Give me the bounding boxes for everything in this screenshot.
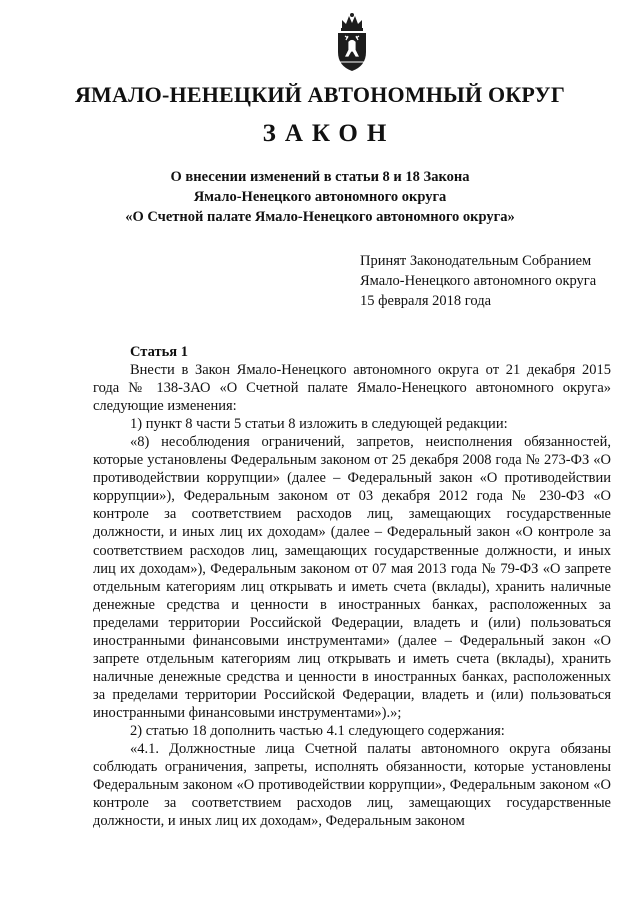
subject-line: Ямало-Ненецкого автономного округа	[193, 189, 447, 205]
paragraph: «8) несоблюдения ограничений, запретов, неисполнения обязанностей, которые установлены Федеральным законом от 25 декабря 2008 года № 273-ФЗ «О противодействии коррупции» (далее – Федеральный закон «О противодействии коррупции»), Федеральным законом от 03 декабря 2012 года № 230-ФЗ «О контроле за соответствием расходов лиц, замещающих государственные должности, и иных лиц их доходам» (далее – Федеральный закон «О контроле за соответствием расходов лиц, замещающих государственные должности, и иных лиц их доходам»), Федеральным законом от 07 мая 2013 года № 79-ФЗ «О запрете отдельным категориям лиц открывать и иметь счета (вклады), хранить наличные денежные средства и ценности в иностранных банках, расположенных за пределами территории Российской Федерации, владеть и (или) пользоваться иностранными финансовыми инструментами» (далее – Федеральный закон «О запрете отдельным категориям лиц открывать и иметь счета (вклады), хранить наличные денежные средства и ценности в иностранных банках, расположенных за пределами территории Российской Федерации, владеть и (или) пользоваться иностранными финансовыми инструментами»).»;	[93, 434, 611, 721]
paragraph: 1) пункт 8 части 5 статьи 8 изложить в следующей редакции:	[130, 416, 508, 433]
paragraph: Внести в Закон Ямало-Ненецкого автономного округа от 21 декабря 2015 года № 138-ЗАО «О Счетной палате Ямало-Ненецкого автономного округа» следующие изменения:	[93, 362, 611, 415]
paragraph: 2) статью 18 дополнить частью 4.1 следующего содержания:	[130, 722, 505, 739]
adoption-line: Принят Законодательным Собранием	[360, 253, 592, 269]
coat-of-arms-icon	[334, 12, 370, 72]
adoption-note	[360, 251, 596, 311]
paragraph: «4.1. Должностные лица Счетной палаты автономного округа обязаны соблюдать ограничения, запреты, исполнять обязанности, которые установлены Федеральным законом «О противодействии коррупции», Федеральным законом «О контроле за соответствием расходов лиц, замещающих государственные должности, и иных лиц их доходам», Федеральным законом	[93, 741, 611, 830]
article-heading: Статья 1	[130, 344, 188, 360]
region-title: ЯМАЛО-НЕНЕЦКИЙ АВТОНОМНЫЙ ОКРУГ	[74, 82, 566, 107]
subject-line: О внесении изменений в статьи 8 и 18 Закона	[170, 169, 470, 185]
document-type-title: ЗАКОН	[262, 120, 396, 147]
article-body	[93, 343, 611, 830]
subject-line: «О Счетной палате Ямало-Ненецкого автономного округа»	[125, 209, 515, 225]
adoption-date: 15 февраля 2018 года	[360, 293, 492, 309]
adoption-line: Ямало-Ненецкого автономного округа	[360, 273, 597, 289]
law-subject	[0, 167, 640, 227]
